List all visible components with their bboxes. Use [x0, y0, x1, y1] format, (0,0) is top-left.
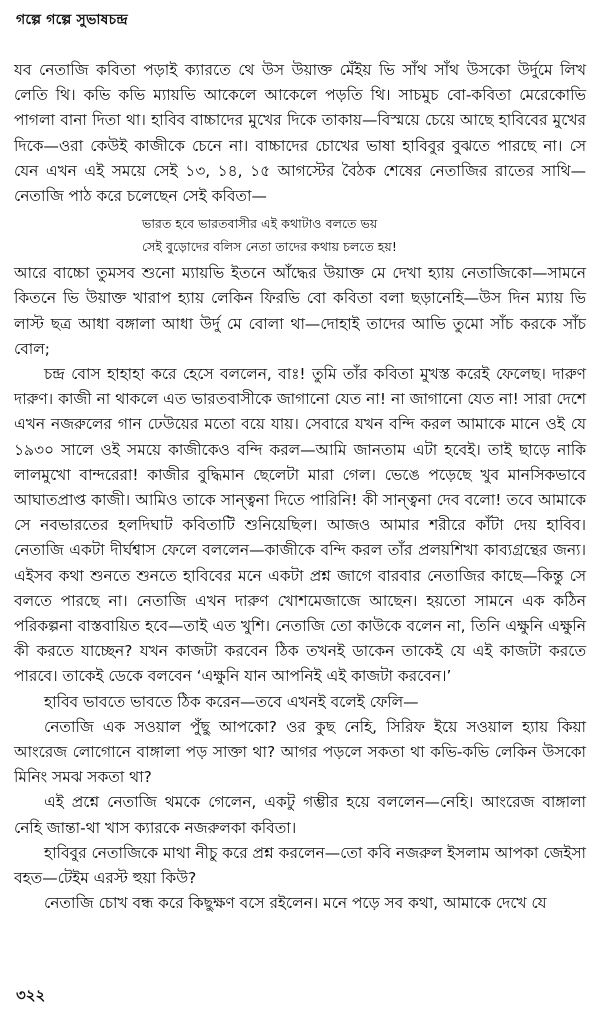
running-header: গল্পে গল্পে সুভাষচন্দ্র — [16, 12, 128, 28]
paragraph-2: আরে বাচ্চো তুমসব শুনো ম্যায়ভি ইতনে আঁদ্ধের উয়াক্ত মে দেখা হ্যায় নেতাজিকো—সামনে কিতনে ভি উয়াক্ত খারাপ হ্যায় লেকিন ফিরভি বো কবিতা বলা ছড়ানেহি—উস দিন ম্যায় ভি লাস্ট ছত্র আধা বঙ্গালা আধা উর্দু মে বোলা থা—দোহাই তাদের আভি তুমো সাঁচ করকে সাঁচ বোল; — [14, 264, 586, 358]
paragraph-4: হাবিব ভাবতে ভাবতে ঠিক করেন—তবে এখনই বলেই ফেলি— — [44, 692, 419, 711]
paragraph-8: নেতাজি চোখ বন্ধ করে কিছুক্ষণ বসে রইলেন। মনে পড়ে সব কথা, আমাকে দেখে যে — [44, 894, 547, 913]
paragraph-7: হাবিবুর নেতাজিকে মাথা নীচু করে প্রশ্ন করলেন—তো কবি নজরুল ইসলাম আপকা জেইসা বহত—টেইম এরস্ট হুয়া কিউ? — [14, 843, 586, 888]
page-body — [14, 58, 586, 917]
verse-line-1: ভারত হবে ভারতবাসীর এই কথাটাও বলতে ভয় — [142, 216, 378, 232]
verse-line-2: সেই বুড়োদের বলিস নেতা তাদের কথায় চলতে হয়! — [142, 239, 397, 255]
page-number: ৩২২ — [16, 986, 46, 1004]
paragraph-6: এই প্রশ্নে নেতাজি থমকে গেলেন, একটু গম্ভীর হয়ে বললেন—নেহি। আংরেজ বাঙ্গালা নেহি জান্তা-থা খাস ক্যারকে নজরুলকা কবিতা। — [14, 793, 586, 837]
paragraph-5: নেতাজি এক সওয়াল পুঁছু আপকো? ওর কুছ নেহি, সিরিফ ইয়ে সওয়াল হ্যায় কিয়া আংরেজ লোগোনে বাঙ্গালা পড় সাক্তা থা? আগর পড়লে সকতা থা কভি-কভি লেকিন উসকো মিনিং সমঝ সকতা থা? — [14, 717, 586, 787]
paragraph-3: চন্দ্র বোস হাহাহা করে হেসে বললেন, বাঃ! তুমি তাঁর কবিতা মুখস্ত করেই ফেলেছ। দারুণ দারুণ। কাজী না থাকলে এত ভারতবাসীকে জাগানো যেত না! না জাগানো যেত না! সারা দেশে এখন নজরুলের গান ঢেউয়ের মতো বয়ে যায়। সেবারে যখন বন্দি করল আমাকে মানে ওই যে ১৯৩০ সালে ওই সময়ে কাজীকেও বন্দি করল—আমি জানতাম এটা হবেই। তাই ছাড়ে নাকি লালমুখো বান্দরেরা! কাজীর বুদ্ধিমান ছেলেটা মারা গেল। ভেঙে পড়েছে খুব মানসিকভাবে আঘাতপ্রাপ্ত কাজী। আমিও তাকে সান্ত্বনা দিতে পারিনি! কী সান্ত্বনা দেব বলো! তবে আমাকে সে নবভারতের হলদিঘাট কবিতাটি শুনিয়েছিল। আজও আমার শরীরে কাঁটা দেয় হাবিব। নেতাজি একটা দীর্ঘশ্বাস ফেলে বললেন—কাজীকে বন্দি করল তাঁর প্রলয়শিখা কাব্যগ্রন্থের জন্য। এইসব কথা শুনতে শুনতে হাবিবের মনে একটা প্রশ্ন জাগে বারবার নেতাজির কাছে—কিন্তু সে বলতে পারছে না। নেতাজি এখন দারুণ খোশমেজাজে আছেন। হয়তো সামনে এক কঠিন পরিকল্পনা বাস্তবায়িত হবে—তাই এত খুশি। নেতাজি তো কাউকে বলেন না, তিনি এক্ষুনি এক্ষুনি কী করতে যাচ্ছেন? যখন কাজটা করবেন ঠিক তখনই ডাকেন তাকেই যে এই কাজটা করতে পারবে। তাকেই ডেকে বলবেন ‘এক্ষুনি যান আপনিই এই কাজটা করবেন।’ — [14, 365, 586, 686]
verse-quote — [14, 212, 586, 258]
paragraph-1: যব নেতাজি কবিতা পড়াই ক্যারতে থে উস উয়াক্ত মেঁইয় ভি সাঁথ সাঁথ উসকো উর্দুমে লিখ লেতি থি। কভি কভি ম্যায়ভি আকেলে আকেলে পড়তি থি। সাচমুচ বো-কবিতা মেরেকোভি পাগলা বানা দিতা থা। হাবিব বাচ্চাদের মুখের দিকে তাকায়—বিস্ময়ে চেয়ে আছে হাবিবের মুখের দিকে—ওরা কেউই কাজীকে চেনে না। বাচ্চাদের চোখের ভাষা হাবিবুর বুঝতে পারছে না। সে যেন এখন এই সময়ে সেই ১৩, ১৪, ১৫ আগস্টের বৈঠক শেষের নেতাজির রাতের সাথি— নেতাজি পাঠ করে চলেছেন সেই কবিতা— — [14, 61, 586, 206]
